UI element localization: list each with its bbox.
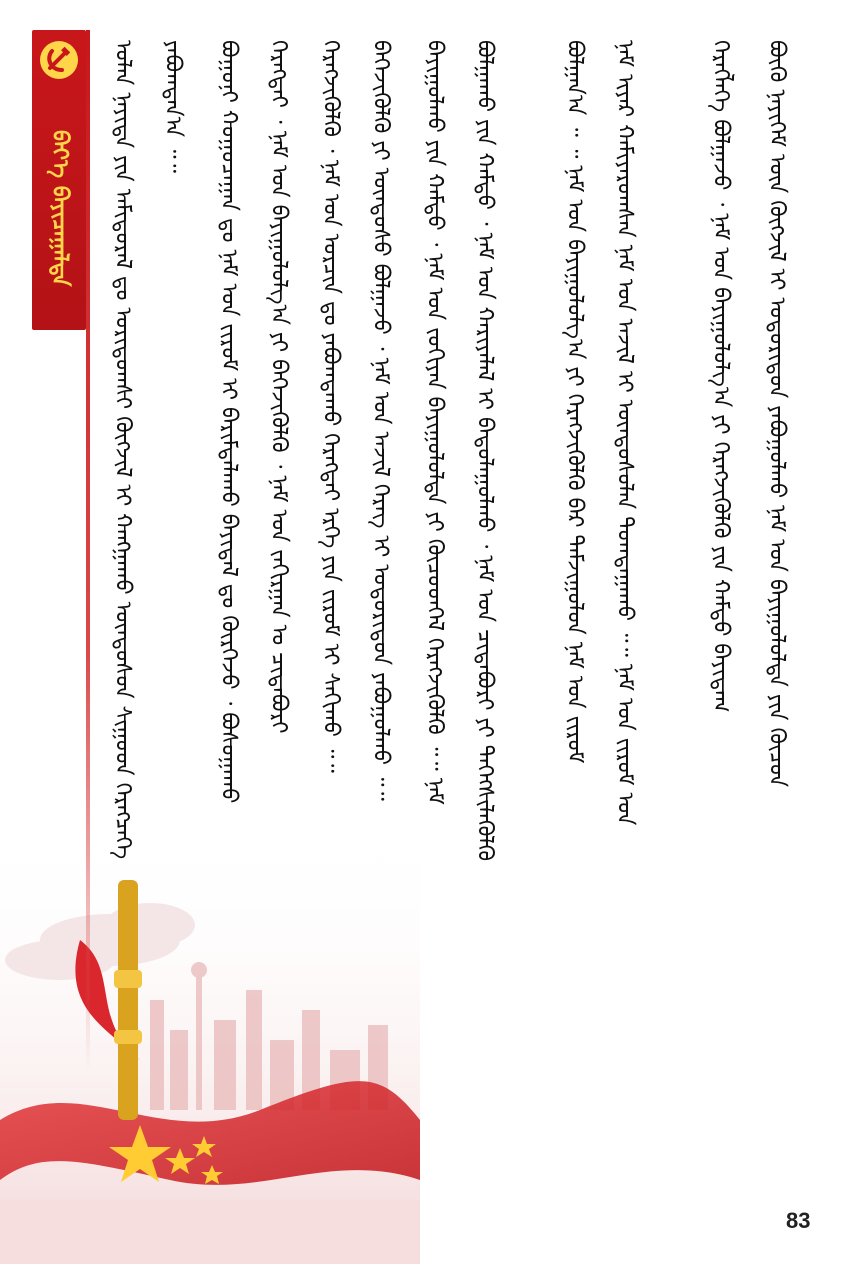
party-emblem-icon [38,38,80,82]
text-column: ᠬᠡᠷᠡᠭᠯᠡᠭᠡ ᠪᠣᠯᠭᠠᠵᠤ ᠂ ᠨᠠᠮ ᠤᠨ ᠪᠠᠶᠢᠭᠤᠯᠤᠯᠭ᠎ᠠ ᠶᠢ ᠬᠡᠷᠡᠭᠵᠢᠭᠦᠯᠬᠦ ᠶᠢᠨ ᠬᠠᠮᠲᠤ ᠪᠠᠶᠢᠳᠠᠭ [708,40,733,713]
banner-title [36,108,82,308]
text-column: ᠬᠡᠷᠡᠭᠵᠢᠭᠦᠯᠬᠦ ᠂ ᠨᠠᠮ ᠤᠨ ᠣᠷᠴᠢᠨ ᠳᠤ ᠶᠠᠪᠤᠭᠳᠠᠬᠤ ᠬᠡᠷᠡᠭᠲᠡᠢ ᠡᠷᠬᠡ ᠶᠢᠨ ᠵᠢᠷᠤᠮ ᠢ ᠰᠠᠬᠢᠬᠤ ᠃᠃ [318,40,343,773]
text-column: ᠬᠡᠷᠡᠭᠳᠡᠢ ᠂ ᠨᠠᠮ ᠤᠨ ᠪᠠᠶᠢᠭᠤᠯᠤᠯᠭ᠎ᠠ ᠶᠢ ᠪᠡᠬᠡᠵᠢᠭᠦᠯᠬᠦ ᠂ ᠨᠠᠮ ᠤᠨ ᠵᠠᠬᠢᠷᠭᠠᠨ ᠤ ᠴᠢᠳᠠᠪᠤᠷᠢ [266,40,291,734]
text-column: ᠪᠣᠯᠭᠠᠨ᠎ᠠ ᠃ ᠃ ᠨᠠᠮ ᠤᠨ ᠪᠠᠶᠢᠭᠤᠯᠤᠯᠭ᠎ᠠ ᠶᠢ ᠬᠡᠷᠡᠭᠵᠢᠭᠦᠯᠬᠦ ᠪᠡᠷ ᠳᠠᠮᠵᠢᠭᠤᠯᠤᠨ ᠨᠠᠮ ᠤᠨ ᠵᠢᠷᠤᠮ [562,40,587,764]
chapter-banner [32,30,86,330]
text-column: ᠪᠡᠬᠡᠵᠢᠭᠦᠯᠬᠦ ᠶᠢ ᠦᠨᠳᠦᠰᠦ ᠪᠣᠯᠭᠠᠵᠤ ᠂ ᠨᠠᠮ ᠤᠨ ᠠᠵᠢᠯ ᠬᠡᠷᠡᠭ ᠢ ᠤᠳᠤᠷᠢᠳᠤᠨ ᠶᠠᠪᠤᠭᠤᠯᠬᠤ ᠃᠃ [368,40,393,801]
text-column: ᠶᠠᠪᠤᠭᠳᠠᠨ᠎ᠠ ᠃᠃ [160,40,185,174]
banner-title-text: ᠪᠡᠶ᠎ᠡ ᠪᠠᠶᠢᠴᠠᠭᠠᠯᠲᠠ [47,129,72,287]
text-column: ᠪᠣᠯᠭᠠᠬᠤ ᠶᠢᠨ ᠬᠠᠮᠲᠤ ᠂ ᠨᠠᠮ ᠤᠨ ᠬᠠᠷᠢᠶᠠᠯᠠᠯ ᠢ ᠪᠠᠳᠤᠯᠠᠭᠤᠯᠬᠤ ᠂ ᠨᠠᠮ ᠤᠨ ᠴᠢᠳᠠᠪᠤᠷᠢ ᠶᠢ ᠳᠡᠭᠡᠭᠰᠢᠯᠡᠭᠦᠯᠬᠦ [472,40,497,862]
text-column: ᠪᠦᠬᠦ ᠨᠡᠶᠢᠭᠡᠮ ᠦᠨ ᠬᠥᠭᠵᠢᠯ ᠢ ᠤᠳᠤᠷᠢᠳᠤᠨ ᠶᠠᠪᠤᠭᠤᠯᠬᠤ ᠨᠠᠮ ᠤᠨ ᠪᠠᠶᠢᠭᠤᠯᠤᠯᠲᠠ ᠶᠢᠨ ᠬᠦᠴᠦᠨ [764,40,789,788]
text-column: ᠨᠠᠮ ᠢᠶᠠᠷ ᠬᠠᠮᠢᠶᠠᠷᠤᠭᠰᠠᠨ ᠨᠠᠮ ᠤᠨ ᠠᠵᠢᠯ ᠢ ᠦᠨᠳᠦᠰᠦᠯᠡᠨ ᠲᠣᠭᠲᠠᠭᠠᠬᠤ ᠃᠃ ᠨᠠᠮ ᠤᠨ ᠵᠢᠷᠤᠮ ᠤᠨ [612,40,637,826]
text-column: ᠪᠠᠶᠢᠭᠤᠯᠬᠤ ᠶᠢᠨ ᠬᠠᠮᠲᠤ ᠂ ᠨᠠᠮ ᠤᠨ ᠵᠤᠬᠢᠶᠠᠨ ᠪᠠᠶᠢᠭᠤᠯᠤᠯᠲᠠ ᠶᠢ ᠬᠦᠴᠦᠳᠬᠡᠯ ᠬᠡᠷᠡᠭᠵᠢᠭᠦᠯᠬᠦ ᠃᠃ ᠨᠠᠮ [422,40,447,805]
text-column: ᠪᠣᠭᠣᠨᠢ ᠬᠤᠭᠤᠴᠠᠭᠠᠨ ᠳᠤ ᠨᠠᠮ ᠤᠨ ᠵᠢᠷᠤᠮ ᠢ ᠪᠠᠷᠢᠮᠲᠠᠯᠠᠬᠤ ᠪᠠᠶᠢᠳᠠᠯ ᠳᠤ ᠬᠦᠷᠭᠡᠵᠦ ᠂ ᠪᠣᠰᠣᠭᠠᠬᠤ [216,40,241,804]
text-column: ᠣᠯᠠᠨ ᠨᠡᠶᠢᠲᠡ ᠶᠢᠨ ᠠᠮᠢᠳᠤᠷᠠᠯ ᠳᠤ ᠤᠷᠢᠳᠤᠭᠰᠢ ᠬᠥᠭᠵᠢᠯ ᠢ ᠬᠠᠩᠭᠠᠬᠤ ᠦᠨᠳᠦᠰᠦᠨ ᠰᠢᠭᠤᠳ ᠬᠡᠷᠡᠭᠴᠡᠭᠡ [110,40,135,860]
page-number: 83 [786,1208,811,1233]
margin-divider [86,30,90,1070]
